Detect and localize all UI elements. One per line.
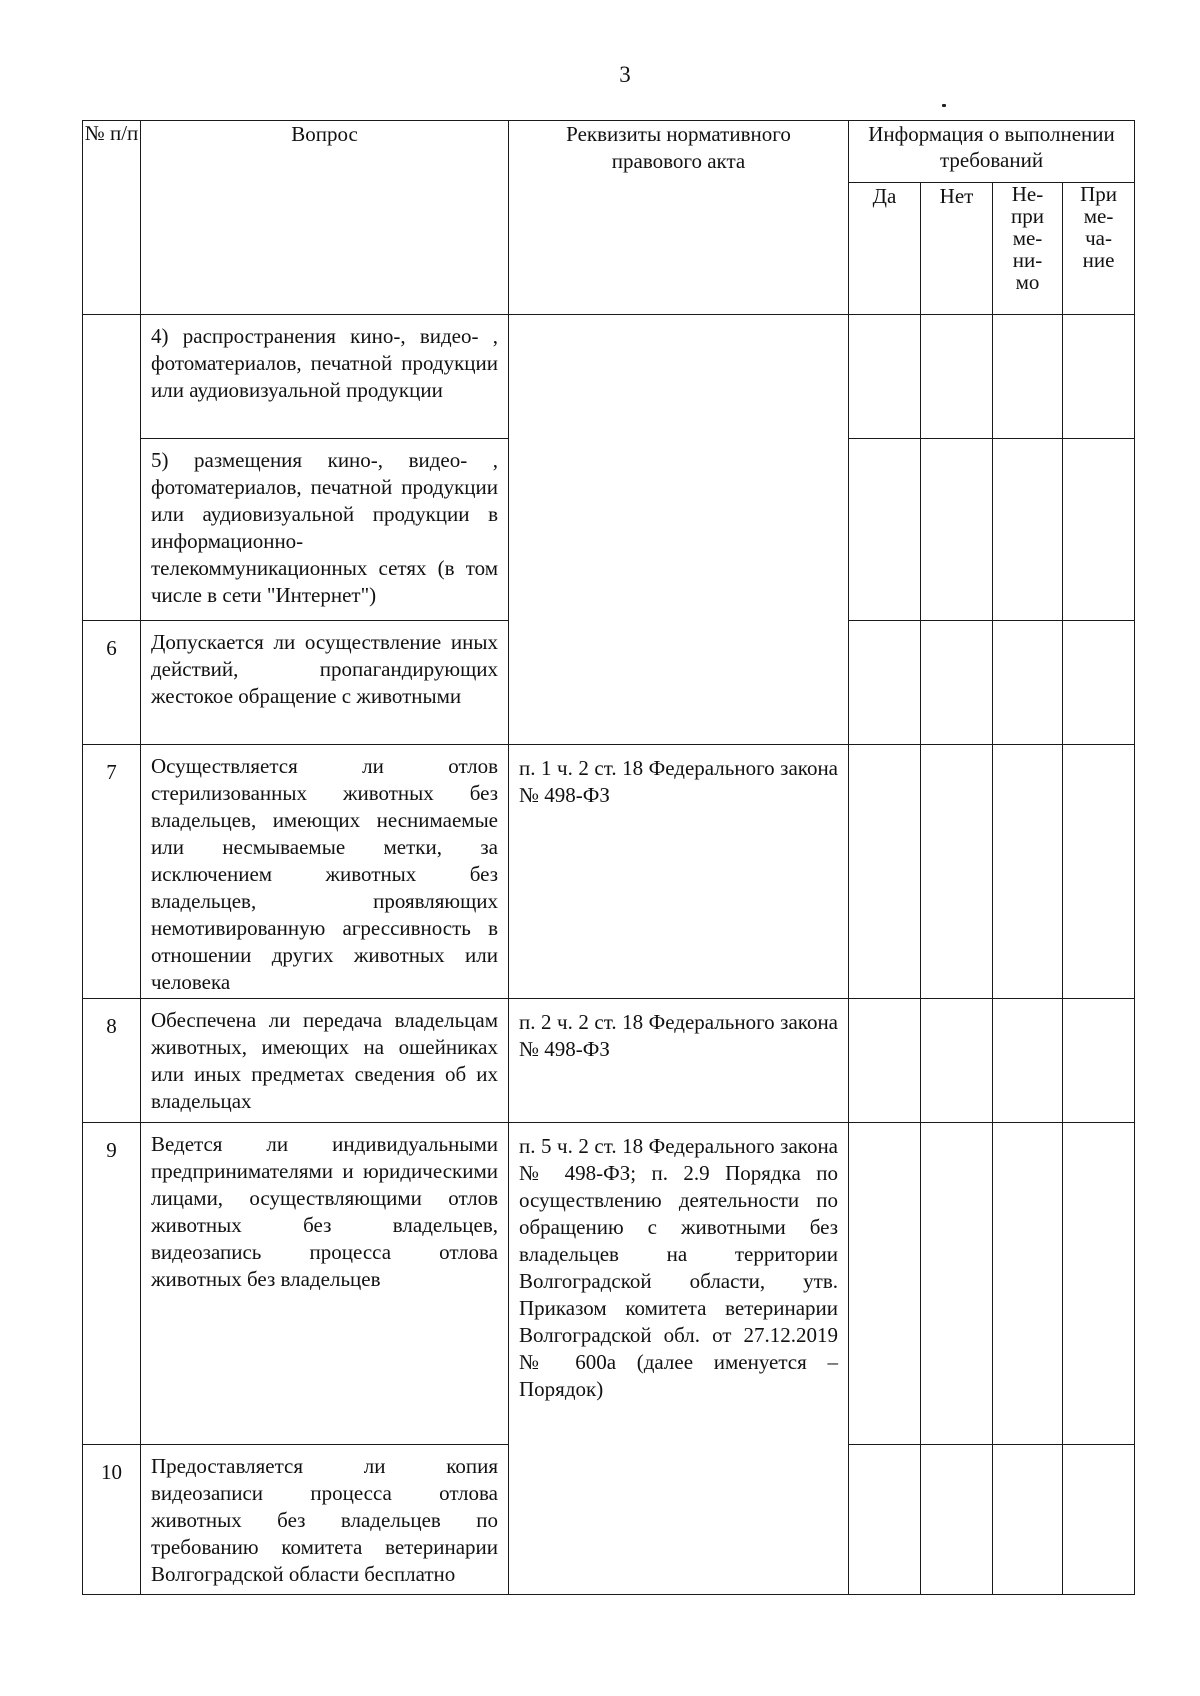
answer-no-cell[interactable]: [921, 439, 993, 621]
scan-speck: [942, 104, 946, 107]
header-requisites-text: Реквизиты нормативного правового акта: [566, 122, 791, 173]
answer-note-cell[interactable]: [1063, 999, 1135, 1123]
answer-not-applicable-cell[interactable]: [993, 439, 1063, 621]
row-requisites: п. 2 ч. 2 ст. 18 Федерального закона № 498-ФЗ: [509, 999, 849, 1123]
header-question: Вопрос: [141, 121, 509, 315]
row-question: Обеспечена ли передача владельцам животных, имеющих на ошейниках или иных предметах сведения об их владельцах: [141, 999, 509, 1123]
answer-yes-cell[interactable]: [849, 621, 921, 745]
table-row: [83, 315, 1135, 439]
answer-no-cell[interactable]: [921, 315, 993, 439]
answer-yes-cell[interactable]: [849, 315, 921, 439]
row-number: 6: [83, 621, 141, 745]
answer-not-applicable-cell[interactable]: [993, 745, 1063, 999]
answer-not-applicable-cell[interactable]: [993, 999, 1063, 1123]
row-number: 9: [83, 1123, 141, 1445]
row-question: Допускается ли осуществление иных действий, пропагандирующих жестокое обращение с животными: [141, 621, 509, 745]
table-row: [83, 999, 1135, 1123]
answer-no-cell[interactable]: [921, 1123, 993, 1445]
table-row: [83, 745, 1135, 999]
row-requisites: п. 5 ч. 2 ст. 18 Федерального закона № 498-ФЗ; п. 2.9 Порядка по осуществлению деятельности по обращению с животными без владельцев на территории Волгоградской области, утв. Приказом комитета ветеринарии Волгоградской обл. от 27.12.2019 № 600а (далее именуется – Порядок): [509, 1123, 849, 1595]
answer-not-applicable-cell[interactable]: [993, 1445, 1063, 1595]
header-not-applicable: [993, 183, 1063, 315]
answer-no-cell[interactable]: [921, 621, 993, 745]
header-yes: Да: [849, 183, 921, 315]
answer-not-applicable-cell[interactable]: [993, 1123, 1063, 1445]
answer-no-cell[interactable]: [921, 745, 993, 999]
row-number: [83, 315, 141, 621]
row-question: 5) размещения кино-, видео- , фотоматериалов, печатной продукции или аудиовизуальной продукции в информационно-телекоммуникационных сетях (в том числе в сети "Интернет"): [141, 439, 509, 621]
row-requisites: п. 1 ч. 2 ст. 18 Федерального закона № 498-ФЗ: [509, 745, 849, 999]
page-number: 3: [619, 62, 631, 87]
row-number: 7: [83, 745, 141, 999]
row-question: 4) распространения кино-, видео- , фотоматериалов, печатной продукции или аудиовизуальной продукции: [141, 315, 509, 439]
row-question: Осуществляется ли отлов стерилизованных животных без владельцев, имеющих неснимаемые или несмываемые метки, за исключением животных без владельцев, проявляющих немотивированную агрессивность в отношении других животных или человека: [141, 745, 509, 999]
table-row: [83, 1123, 1135, 1445]
answer-yes-cell[interactable]: [849, 745, 921, 999]
header-not-applicable-text: Не-при ме-ни-мо: [1011, 182, 1044, 294]
row-question: Предоставляется ли копия видеозаписи процесса отлова животных без владельцев по требованию комитета ветеринарии Волгоградской области бесплатно: [141, 1445, 509, 1595]
header-number: № п/п: [83, 121, 141, 315]
answer-note-cell[interactable]: [1063, 621, 1135, 745]
answer-no-cell[interactable]: [921, 1445, 993, 1595]
answer-yes-cell[interactable]: [849, 439, 921, 621]
answer-yes-cell[interactable]: [849, 1123, 921, 1445]
header-no: Нет: [921, 183, 993, 315]
row-question: Ведется ли индивидуальными предпринимателями и юридическими лицами, осуществляющими отлов животных без владельцев, видеозапись процесса отлова животных без владельцев: [141, 1123, 509, 1445]
row-requisites: [509, 315, 849, 745]
answer-note-cell[interactable]: [1063, 315, 1135, 439]
answer-not-applicable-cell[interactable]: [993, 315, 1063, 439]
answer-not-applicable-cell[interactable]: [993, 621, 1063, 745]
answer-yes-cell[interactable]: [849, 999, 921, 1123]
answer-note-cell[interactable]: [1063, 745, 1135, 999]
header-requisites: [509, 121, 849, 315]
answer-yes-cell[interactable]: [849, 1445, 921, 1595]
answer-no-cell[interactable]: [921, 999, 993, 1123]
answer-note-cell[interactable]: [1063, 1123, 1135, 1445]
checklist-table: [82, 120, 1135, 1595]
row-number: 10: [83, 1445, 141, 1595]
answer-note-cell[interactable]: [1063, 439, 1135, 621]
row-number: 8: [83, 999, 141, 1123]
answer-note-cell[interactable]: [1063, 1445, 1135, 1595]
header-note: [1063, 183, 1135, 315]
header-note-text: При ме-ча-ние: [1080, 182, 1117, 272]
header-info: Информация о выполнении требований: [849, 121, 1135, 183]
